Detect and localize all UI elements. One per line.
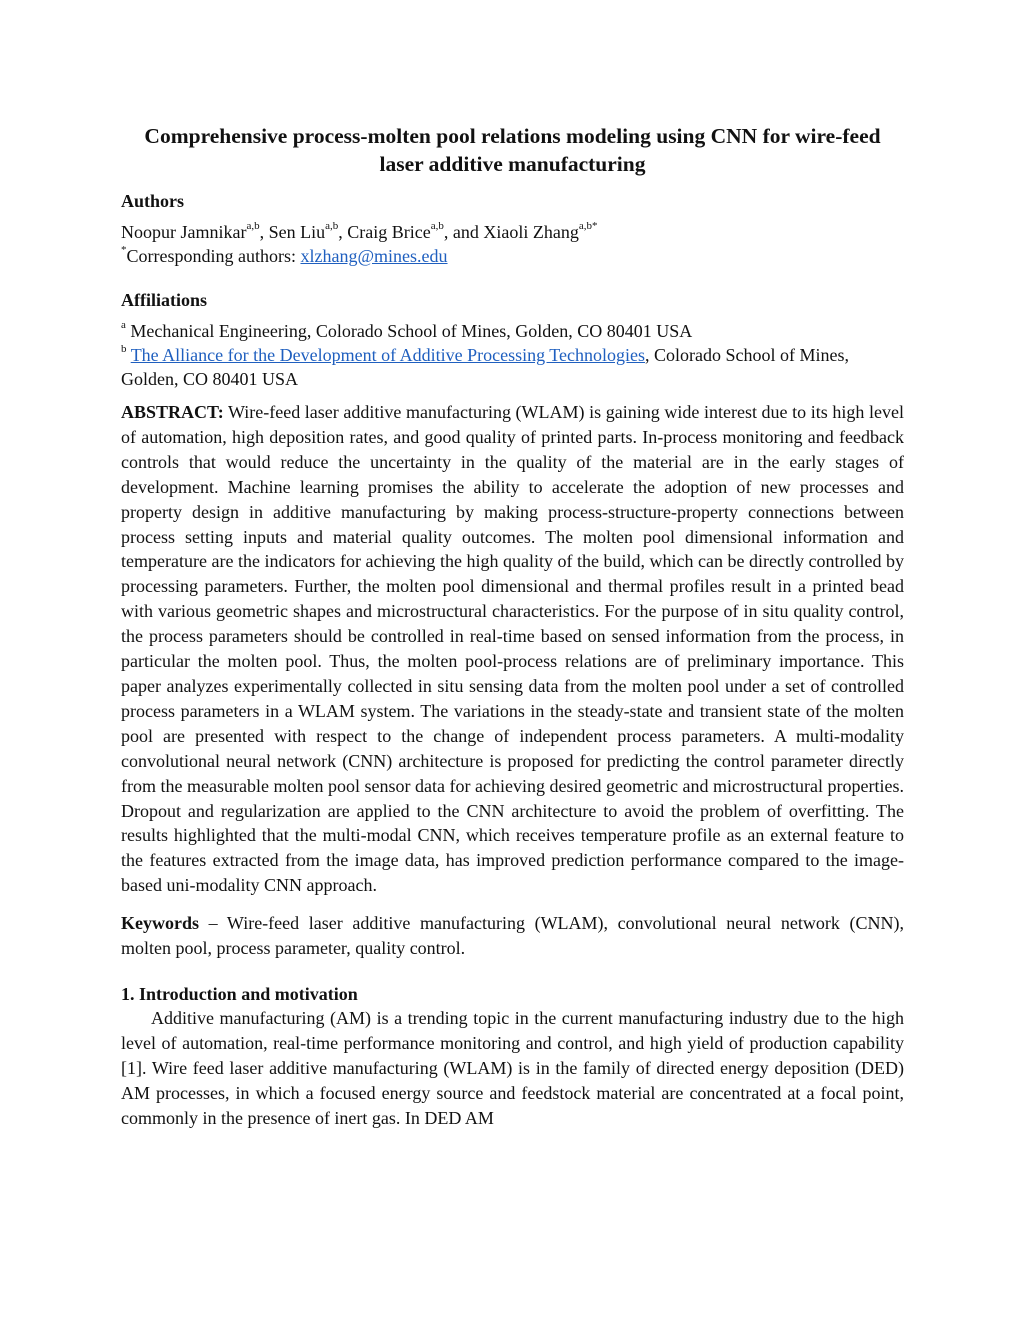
affiliation-b-mark: b	[121, 343, 127, 355]
corresponding-email-link[interactable]: xlzhang@mines.edu	[300, 246, 448, 266]
author-name: Craig Brice	[347, 222, 431, 242]
keywords-text: – Wire-feed laser additive manufacturing (WLAM), convolutional neural network (CNN), molten pool, process parameter, quality control.	[121, 913, 904, 959]
adapt-alliance-link[interactable]: The Alliance for the Development of Additive Processing Technologies	[130, 345, 645, 365]
section-paragraph: Additive manufacturing (AM) is a trending topic in the current manufacturing industry due to the high level of automation, real-time performance monitoring and control, and high yield of production capability [1]. Wire feed laser additive manufacturing (WLAM) is in the family of directed energy deposition (DED) AM processes, in which a focused energy source and feedstock material are concentrated at a focal point, commonly in the presence of inert gas. In DED AM	[121, 1007, 904, 1128]
affiliation-b	[121, 343, 904, 391]
abstract-label: ABSTRACT:	[121, 402, 224, 422]
author-affiliation-mark: a,b	[325, 220, 339, 232]
abstract-text: Wire-feed laser additive manufacturing (WLAM) is gaining wide interest due to its high level of automation, high deposition rates, and good quality of printed parts. In-process monitoring and feedback controls that would reduce the uncertainty in the quality of the material are in the early stages of development. Machine learning promises the ability to accelerate the adoption of new processes and property design in additive manufacturing by making process-structure-property connections between process setting inputs and material quality outcomes. The molten pool dimensional information and temperature are the indicators for achieving the high quality of the build, which can be directly controlled by processing parameters. Further, the molten pool dimensional and thermal profiles result in a printed bead with various geometric shapes and microstructural characteristics. For the purpose of in situ quality control, the process parameters should be controlled in real-time based on sensed information from the process, in particular the molten pool. Thus, the molten pool-process relations are of preliminary importance. This paper analyzes experimentally collected in situ sensing data from the molten pool under a set of controlled process parameters in a WLAM system. The variations in the steady-state and transient state of the molten pool are presented with respect to the change of independent process parameters. A multi-modality convolutional neural network (CNN) architecture is proposed for predicting the control parameter directly from the measurable molten pool sensor data for achieving desired geometric and microstructural properties. Dropout and regularization are applied to the CNN architecture to avoid the problem of overfitting. The results highlighted that the multi-modal CNN, which receives temperature profile as an external feature to the features extracted from the image data, has improved prediction performance compared to the image-based uni-modality CNN approach.	[121, 402, 904, 896]
affiliation-a-text: Mechanical Engineering, Colorado School of Mines, Golden, CO 80401 USA	[125, 321, 693, 341]
author-affiliation-mark: a,b	[246, 220, 260, 232]
affiliations-heading: Affiliations	[121, 290, 208, 310]
corresponding-mark: *	[121, 244, 127, 256]
affiliation-b-text: , Colorado School of Mines, Golden, CO 80401 USA	[121, 345, 849, 389]
author-name: Xiaoli Zhang	[483, 222, 579, 242]
paper-page	[121, 122, 904, 1130]
author-affiliation-mark: a,b	[430, 220, 444, 232]
corresponding-author	[121, 244, 904, 268]
authors-heading: Authors	[121, 191, 185, 211]
author-name: Noopur Jamnikar	[121, 222, 247, 242]
keywords	[121, 911, 904, 961]
abstract	[121, 400, 904, 898]
author-affiliation-mark: a,b*	[578, 220, 598, 232]
affiliation-a	[121, 319, 904, 343]
keywords-label: Keywords	[121, 913, 199, 934]
author-list: Noopur Jamnikar$^{a,b}$, Sen Liu$^{a,b}$, Craig Brice$^{a,b}$, and Xiaoli Zhang$^{a,b*}$	[121, 220, 598, 242]
section-heading: 1. Introduction and motivation	[121, 983, 358, 1004]
paper-title: Comprehensive process-molten pool relations modeling using CNN for wire-feed laser additive manufacturing	[144, 124, 881, 176]
author-name: Sen Liu	[268, 222, 326, 242]
affiliation-a-mark: a	[121, 319, 126, 331]
corresponding-label: Corresponding authors:	[126, 246, 301, 266]
